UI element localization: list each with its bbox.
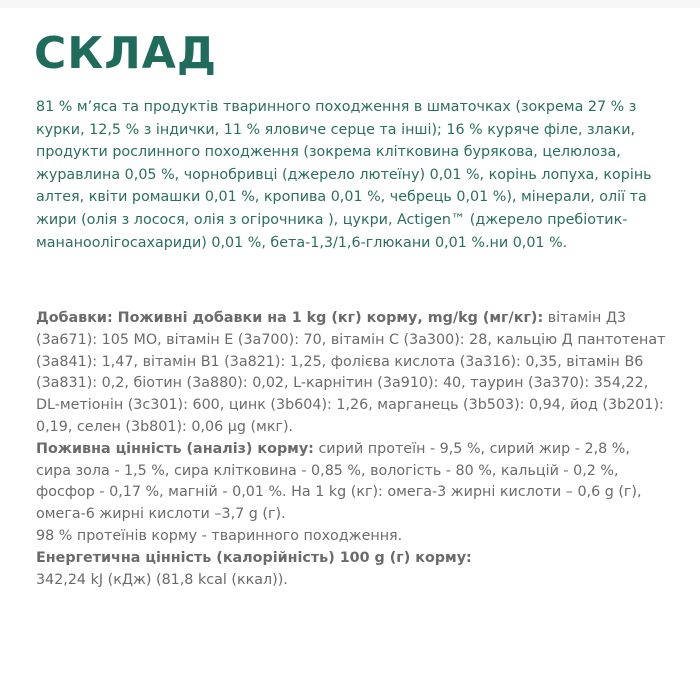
additives-text: вітамін Д3 (3а671): 105 МО, вітамін Е (3а700): 70, вітамін С (3а300): 28, кальцію Д пантотенат (3а841): 1,47, вітамін В1 (3а821): 1,25, фолієва кислота (3а316): 0,35, вітамін В6 (3а831): 0,2, біотин (3а880): 0,02, L-карнітин (3а910): 40, таурин (3а370): 354,22, DL-метіонін (3с301): 600, цинк (3b604): 1,26, марганець (3b503): 0,94, йод (3b201): 0,19, селен (3b801): 0,06 µg (мкг). (36, 310, 666, 435)
section-title: СКЛАД (34, 28, 218, 79)
nutrition-paragraph (36, 439, 668, 526)
nutrition-details (36, 308, 668, 591)
protein-note: 98 % протеїнів корму - тваринного походження. (36, 527, 403, 544)
energy-label-paragraph (36, 548, 668, 570)
composition-text: 81 % м’яса та продуктів тваринного походження в шматочках (зокрема 27 % з курки, 12,5 % з індички, 11 % яловиче серце та інші); 16 % куряче філе, злаки, продукти рослинного походження (зокрема клітковина бурякова, целюлоза, журавлина 0,05 %, чорнобривці (джерело лютеїну) 0,01 %, корінь лопуха, корінь алтея, квіти ромашки 0,01 %, кропива 0,01 %, чебрець 0,01 %), мінерали, олії та жири (олія з лосося, олія з огірочника ), цукри, Actigen™ (джерело пребіотик- мананоолігосахариди) 0,01 %, бета-1,3/1,6-глюкани 0,01 %.ни 0,01 %. (36, 99, 652, 251)
nutrition-text: сирий протеїн - 9,5 %, сирий жир - 2,8 %, сира зола - 1,5 %, сира клітковина - 0,85 %, вологість - 80 %, кальцій - 0,2 %, фосфор - 0,17 %, магній - 0,01 %. На 1 kg (кг): омега-3 жирні кислоти – 0,6 g (г), омега-6 жирні кислоти –3,7 g (г). (36, 440, 642, 523)
additives-paragraph (36, 308, 668, 439)
energy-label: Енергетична цінність (калорійність) 100 g (г) корму: (36, 549, 472, 566)
additives-label: Добавки: Поживні добавки на 1 kg (кг) корму, mg/kg (мг/кг): (36, 310, 544, 326)
energy-text: 342,24 kJ (кДж) (81,8 kcal (ккал)). (36, 571, 288, 588)
nutrition-label: Поживна цінність (аналіз) корму: (36, 440, 314, 457)
top-strip (0, 0, 700, 8)
